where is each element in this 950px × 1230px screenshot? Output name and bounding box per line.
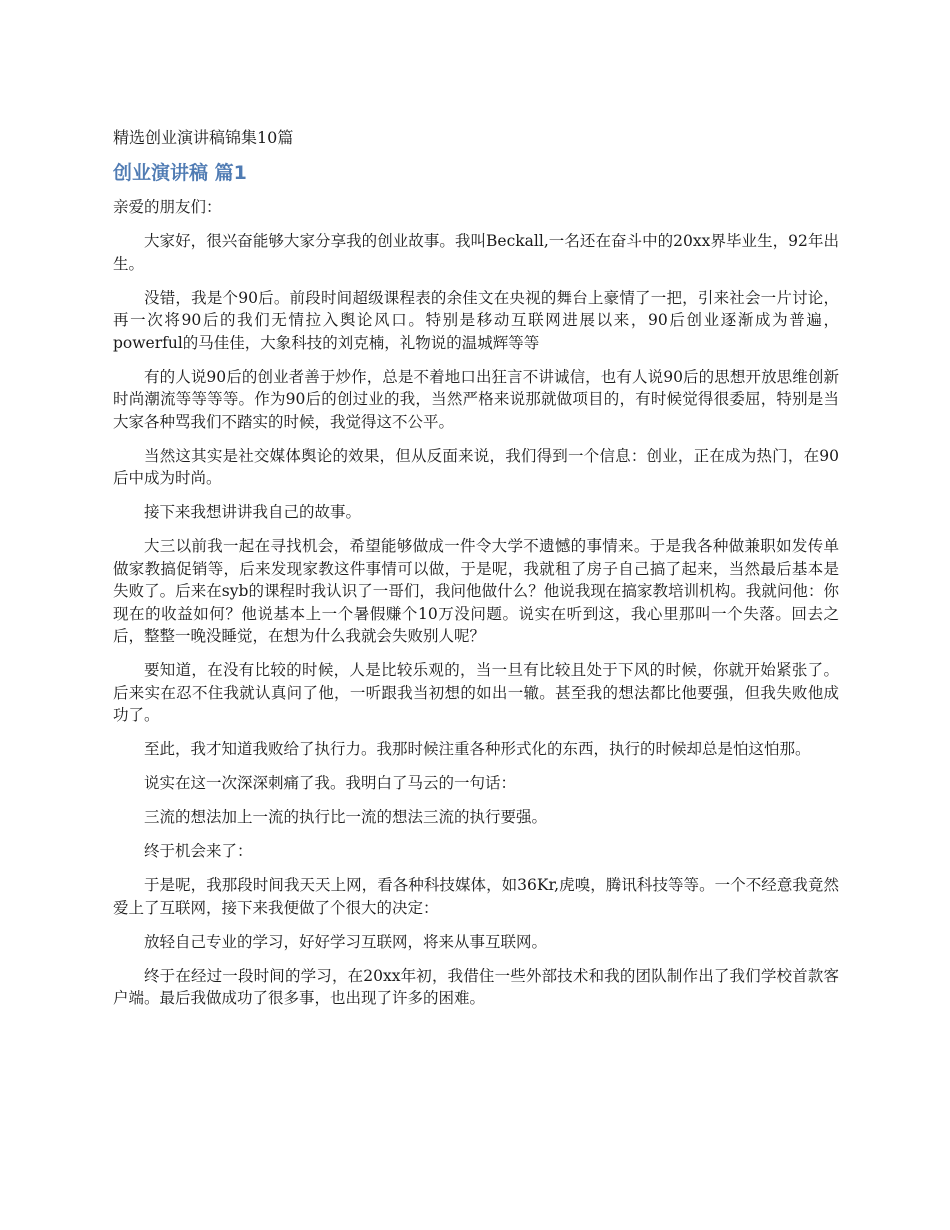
paragraph: 没错，我是个90后。前段时间超级课程表的余佳文在央视的舞台上豪情了一把，引来社会一片讨论，再一次将90后的我们无情拉入舆论风口。特别是移动互联网进展以来，90后创业逐渐成为普遍，powerful的马佳佳，大象科技的刘克楠，礼物说的温城辉等等 xyxy=(113,288,839,352)
document-page xyxy=(113,120,839,1021)
document-title: 精选创业演讲稿锦集10篇 xyxy=(113,128,294,147)
paragraph: 当然这其实是社交媒体舆论的效果，但从反面来说，我们得到一个信息：创业，正在成为热门，在90后中成为时尚。 xyxy=(113,446,839,487)
greeting: 亲爱的朋友们： xyxy=(113,198,222,216)
paragraph: 三流的想法加上一流的执行比一流的想法三流的执行要强。 xyxy=(144,808,548,826)
paragraph: 要知道，在没有比较的时候，人是比较乐观的，当一旦有比较且处于下风的时候，你就开始紧张了。后来实在忍不住我就认真问了他，一听跟我当初想的如出一辙。甚至我的想法都比他要强，但我失败他成功了。 xyxy=(113,661,839,724)
paragraph: 终于在经过一段时间的学习，在20xx年初，我借住一些外部技术和我的团队制作出了我们学校首款客户端。最后我做成功了很多事，也出现了许多的困难。 xyxy=(113,966,839,1007)
paragraph: 说实在这一次深深刺痛了我。我明白了马云的一句话： xyxy=(144,774,517,792)
paragraph: 有的人说90后的创业者善于炒作，总是不着地口出狂言不讲诚信，也有人说90后的思想开放思维创新时尚潮流等等等等。作为90后的创过业的我，当然严格来说那就做项目的，有时候觉得很委屈，特别是当大家各种骂我们不踏实的时候，我觉得这不公平。 xyxy=(113,367,839,431)
paragraph: 接下来我想讲讲我自己的故事。 xyxy=(144,503,362,521)
paragraph: 大家好，很兴奋能够大家分享我的创业故事。我叫Beckall,一名还在奋斗中的20xx界毕业生，92年出生。 xyxy=(113,232,839,273)
paragraph: 放轻自己专业的学习，好好学习互联网，将来从事互联网。 xyxy=(144,932,548,951)
paragraph: 终于机会来了： xyxy=(144,842,253,860)
paragraph: 至此，我才知道我败给了执行力。我那时候注重各种形式化的东西，执行的时候却总是怕这怕那。 xyxy=(144,740,811,758)
paragraph: 大三以前我一起在寻找机会，希望能够做成一件令大学不遗憾的事情来。于是我各种做兼职如发传单做家教搞促销等，后来发现家教这件事情可以做，于是呢，我就租了房子自己搞了起来，当然最后基本是失败了。后来在syb的课程时我认识了一哥们，我问他做什么？他说我现在搞家教培训机构。我就问他：你现在的收益如何？他说基本上一个暑假赚个10万没问题。说实在听到这，我心里那叫一个失落。回去之后，整整一晚没睡觉，在想为什么我就会失败别人呢？ xyxy=(113,537,839,645)
section-heading: 创业演讲稿 篇1 xyxy=(113,162,247,184)
paragraph: 于是呢，我那段时间我天天上网，看各种科技媒体，如36Kr,虎嗅，腾讯科技等等。一个不经意我竟然爱上了互联网，接下来我便做了个很大的决定： xyxy=(113,876,839,917)
